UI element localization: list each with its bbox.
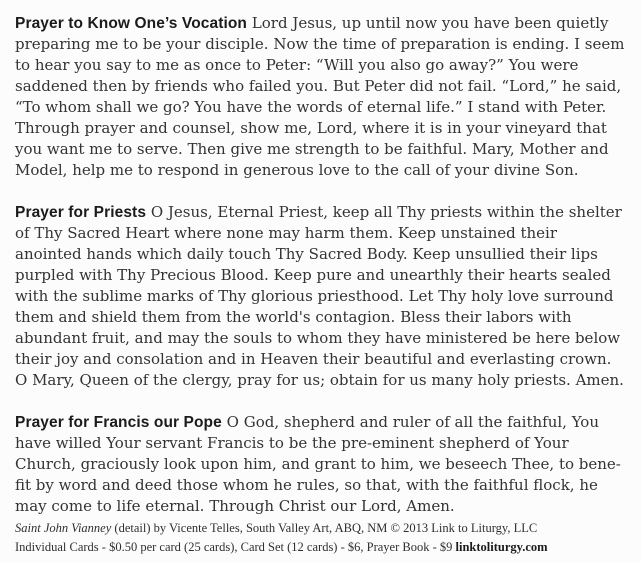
- credit-text: (detail) by Vicente Telles, South Valley Art, ABQ, NM © 2013 Link to Liturgy, LLC: [111, 521, 538, 535]
- prayer-vocation: [15, 13, 625, 181]
- prayer-vocation-title: Prayer to Know One’s Vocation: [15, 15, 248, 32]
- prayer-priests-body: O Jesus, Eternal Priest, keep all Thy priests within the shelter of Thy Sacred Heart where none may harm them. Keep unstained their anointed hands which daily touch Thy Sacred Body. Keep unsullied their lips purpled with Thy Precious Blood. Keep pure and unearthly their hearts sealed with the sublime marks of Thy glorious priesthood. Let Thy holy love surround them and shield them from the world's contagion. Bless their labors with abundant fruit, and may the souls to whom they have ministered be here below their joy and consolation and in Heaven their beautiful and everlasting crown. O Mary, Queen of the clergy, pray for us; obtain for us many holy priests. Amen.: [15, 203, 624, 389]
- artwork-title: Saint John Vianney: [15, 521, 112, 535]
- prayer-pope-title: Prayer for Francis our Pope: [15, 414, 222, 431]
- website-text: linktoliturgy.com: [455, 539, 548, 554]
- pricing-text: Individual Cards - $0.50 per card (25 cards), Card Set (12 cards) - $6, Prayer Book - $9: [15, 539, 456, 554]
- prayer-priests-title: Prayer for Priests: [15, 204, 147, 221]
- prayer-vocation-body: Lord Jesus, up until now you have been quietly preparing me to be your disciple. Now the time of preparation is ending. I seem to hear you say to me as once to Peter: “Will you also go away?” You were saddened then by friends who failed you. But Peter did not fail. “Lord,” he said, “To whom shall we go? You have the words of eternal life.” I stand with Peter. Through prayer and counsel, show me, Lord, where it is in your vineyard that you want me to serve. Then give me strength to be faithful. Mary, Mother and Model, help me to respond in generous love to the call of your divine Son.: [15, 14, 625, 179]
- prayer-priests: [15, 202, 625, 391]
- credit-line: [15, 519, 625, 538]
- prayer-pope: [15, 412, 625, 517]
- prayer-pope-body: O God, shepherd and ruler of all the faithful, You have willed Your servant Francis to be the pre-eminent shepherd of Your Church, graciously look upon him, and grant to him, we beseech Thee, to bene-fit by word and deed those whom he rules, so that, with the faithful flock, he may come to life eternal. Through Christ our Lord, Amen.: [15, 413, 621, 515]
- pricing-line: [15, 538, 625, 557]
- footer: [15, 519, 625, 556]
